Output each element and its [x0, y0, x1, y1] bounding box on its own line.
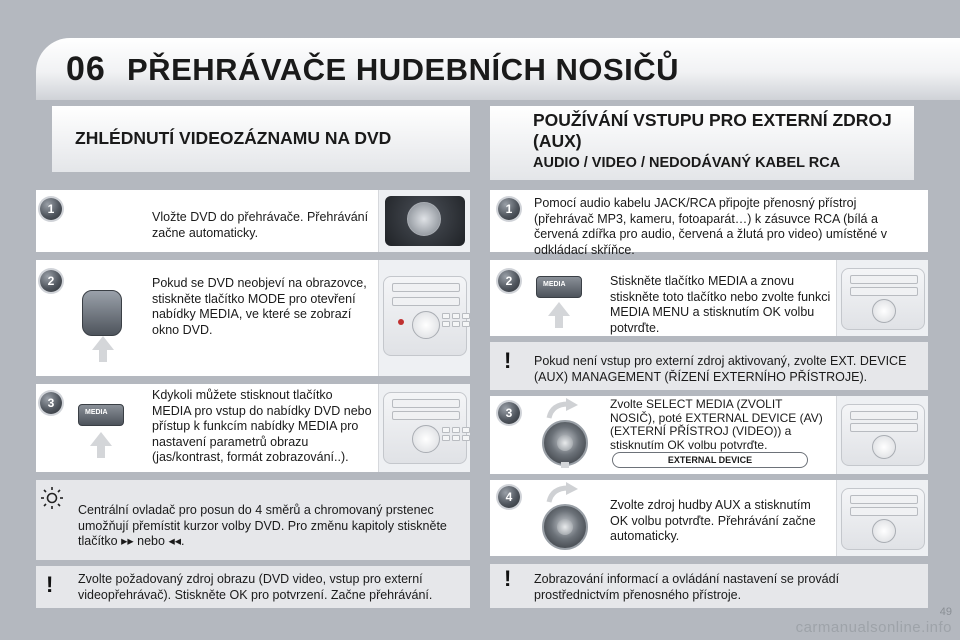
step-badge: 1	[40, 198, 62, 220]
arrow-stem	[561, 462, 569, 468]
tip-text-after: .	[181, 534, 185, 548]
radio-image	[836, 396, 928, 474]
tip-text-before: Centrální ovladač pro posun do 4 směrů a chromovaný prstenec umožňují přemístit kurzor volby DVD. Pro změnu kapitoly stiskněte tlačítko	[78, 503, 447, 548]
step-badge: 3	[498, 402, 520, 424]
left-section-title: ZHLÉDNUTÍ VIDEOZÁZNAMU NA DVD	[75, 128, 392, 148]
lightbulb-icon	[40, 486, 64, 510]
radio-unit-icon	[383, 276, 467, 356]
left-step-2-text: Pokud se DVD neobjeví na obrazovce, stiskněte tlačítko MODE pro otevření nabídky MEDIA, ve které se zobrazí okno DVD.	[152, 276, 367, 337]
media-button-icon: MEDIA	[78, 404, 124, 426]
arrow-up-icon	[90, 432, 112, 446]
radio-unit-icon	[383, 392, 467, 464]
right-warning-1-text: Pokud není vstup pro externí zdroj aktivovaný, zvolte EXT. DEVICE (AUX) MANAGEMENT (ŘÍZENÍ EXTERNÍHO PŘÍSTROJE).	[534, 354, 907, 384]
mode-button-icon	[82, 290, 122, 336]
right-step-4-text: Zvolte zdroj hudby AUX a stisknutím OK volbu potvrďte. Přehrávání začne automaticky.	[610, 498, 816, 543]
radio-image	[836, 260, 928, 336]
dvd-knob-icon	[407, 202, 441, 236]
rotate-arrow-icon	[546, 398, 580, 420]
forward-icon: ▸▸	[121, 534, 134, 548]
radio-unit-icon	[841, 404, 925, 466]
radio-unit-icon	[841, 268, 925, 330]
arrow-up-icon	[92, 336, 114, 350]
warning-icon: !	[504, 566, 512, 591]
dvd-player-image	[378, 190, 470, 252]
warning-icon: !	[504, 348, 512, 373]
page-title: PŘEHRÁVAČE HUDEBNÍCH NOSIČŮ	[127, 52, 680, 87]
page-number: 49	[939, 606, 952, 618]
step-badge: 1	[498, 198, 520, 220]
external-device-label: EXTERNAL DEVICE	[612, 452, 808, 468]
radio-unit-icon	[841, 488, 925, 550]
arrow-stem	[99, 350, 107, 362]
media-button-icon: MEDIA	[536, 276, 582, 298]
left-warning-text: Zvolte požadovaný zdroj obrazu (DVD video, vstup pro externí videopřehrávač). Stiskněte OK pro potvrzení. Začne přehrávání.	[78, 572, 433, 602]
control-knob-icon	[542, 504, 588, 550]
step-badge: 2	[40, 270, 62, 292]
radio-image	[378, 260, 470, 376]
arrow-stem	[555, 316, 563, 328]
tip-text-middle: nebo	[137, 534, 165, 548]
rewind-icon: ◂◂	[168, 534, 181, 548]
step-badge: 3	[40, 392, 62, 414]
step-badge: 4	[498, 486, 520, 508]
right-step-1-text: Pomocí audio kabelu JACK/RCA připojte přenosný přístroj (přehrávač MP3, kameru, fotoaparát…) k zásuvce RCA (bílá a červená zdířka pro audio, červená a žlutá pro video) umístěné v odkládací skříňce.	[534, 196, 887, 257]
arrow-stem	[97, 446, 105, 458]
right-step-2-text: Stiskněte tlačítko MEDIA a znovu stiskněte toto tlačítko nebo zvolte funkci MEDIA MENU a stisknutím OK volbu potvrďte.	[610, 274, 831, 335]
right-step-3-text: Zvolte SELECT MEDIA (ZVOLIT NOSIČ), poté EXTERNAL DEVICE (AV) (EXTERNÍ PŘÍSTROJ (VIDEO)) a stisknutím OK volbu potvrďte.	[610, 397, 823, 452]
left-step-1-text: Vložte DVD do přehrávače. Přehrávání začne automaticky.	[152, 210, 369, 240]
right-section-subtitle: AUDIO / VIDEO / NEDODÁVANÝ KABEL RCA	[533, 155, 841, 171]
right-warning-2-text: Zobrazování informací a ovládání nastavení se provádí prostřednictvím přenosného přístroje.	[534, 572, 840, 602]
warning-icon: !	[46, 572, 54, 597]
step-badge: 2	[498, 270, 520, 292]
radio-image	[836, 480, 928, 556]
chapter-number: 06	[66, 50, 106, 88]
watermark: carmanualsonline.info	[795, 619, 952, 636]
tip-text	[78, 503, 464, 550]
right-section-title: POUŽÍVÁNÍ VSTUPU PRO EXTERNÍ ZDROJ (AUX)	[533, 110, 892, 151]
rotate-arrow-icon	[546, 482, 580, 504]
arrow-up-icon	[548, 302, 570, 316]
control-knob-icon	[542, 420, 588, 466]
left-step-3-text: Kdykoli můžete stisknout tlačítko MEDIA pro vstup do nabídky DVD nebo přístup k funkcím nabídky MEDIA pro nastavení parametrů obrazu (jas/kontrast, formát zobrazování..).	[152, 388, 372, 464]
radio-image	[378, 384, 470, 472]
